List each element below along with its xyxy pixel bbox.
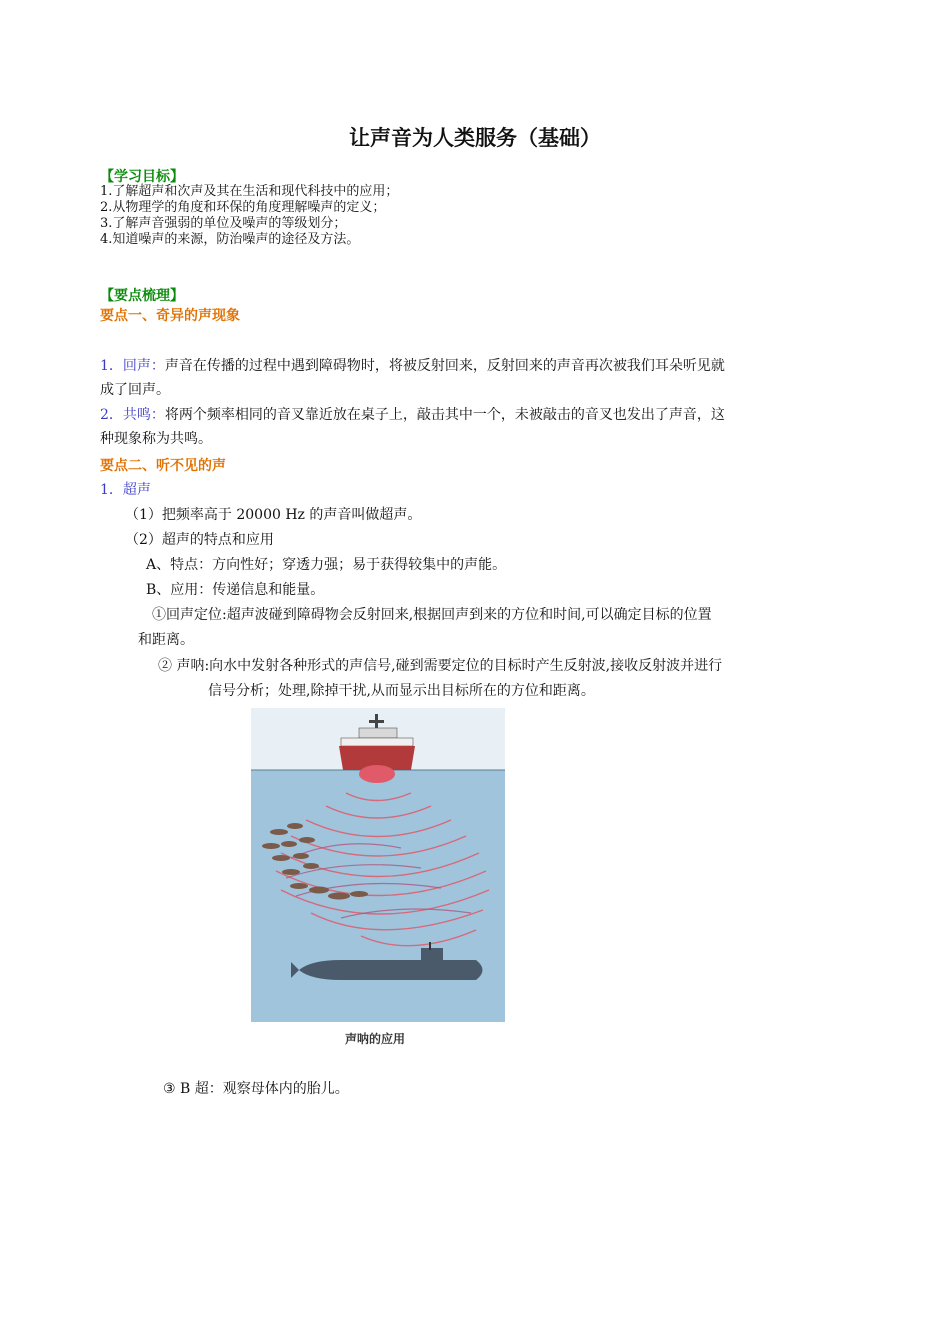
objective-item-4: 4.知道噪声的来源，防治噪声的途径及方法。 <box>100 232 360 247</box>
features-title: （2）超声的特点和应用 <box>125 532 274 548</box>
figure-caption: 声呐的应用 <box>345 1032 406 1046</box>
keypoints-heading: 【要点梳理】 <box>100 288 184 304</box>
section2-heading: 要点二、听不见的声 <box>100 458 226 474</box>
objective-item-2: 2.从物理学的角度和环保的角度理解噪声的定义； <box>100 200 386 215</box>
features-b: B、应用：传递信息和能量。 <box>146 582 325 598</box>
page-title: 让声音为人类服务（基础） <box>349 126 601 150</box>
application-2-line-2: 信号分析；处理,除掉干扰,从而显示出目标所在的方位和距离。 <box>208 683 595 699</box>
sonar-illustration <box>251 708 505 1022</box>
objective-item-1: 1.了解超声和次声及其在生活和现代科技中的应用； <box>100 184 399 199</box>
objective-item-3: 3.了解声音强弱的单位及噪声的等级划分； <box>100 216 347 231</box>
echo-label: 1．回声： <box>100 358 165 374</box>
application-1-line-1: ①回声定位:超声波碰到障碍物会反射回来,根据回声到来的方位和时间,可以确定目标的位置 <box>152 607 712 623</box>
echo-line-2: 成了回声。 <box>100 382 170 398</box>
application-3: ③ B 超：观察母体内的胎儿。 <box>163 1081 349 1097</box>
application-2-line-1: ② 声呐:向水中发射各种形式的声信号,碰到需要定位的目标时产生反射波,接收反射波并进行 <box>158 658 723 674</box>
echo-text: 声音在传播的过程中遇到障碍物时，将被反射回来，反射回来的声音再次被我们耳朵听见就 <box>164 358 725 374</box>
echo-line-1 <box>100 355 725 375</box>
application-1-line-2: 和距离。 <box>138 632 194 648</box>
resonance-line-2: 种现象称为共鸣。 <box>100 431 212 447</box>
resonance-text: 将两个频率相同的音叉靠近放在桌子上，敲击其中一个，未被敲击的音叉也发出了声音，这 <box>164 407 725 423</box>
resonance-label: 2．共鸣： <box>100 407 165 423</box>
section1-heading: 要点一、奇异的声现象 <box>100 308 240 324</box>
features-a: A、特点：方向性好；穿透力强；易于获得较集中的声能。 <box>146 557 507 573</box>
ultrasound-definition: （1）把频率高于 20000 Hz 的声音叫做超声。 <box>125 507 422 523</box>
objectives-heading: 【学习目标】 <box>100 169 184 185</box>
resonance-line-1 <box>100 404 725 424</box>
ultrasound-label: 1．超声 <box>100 482 151 498</box>
